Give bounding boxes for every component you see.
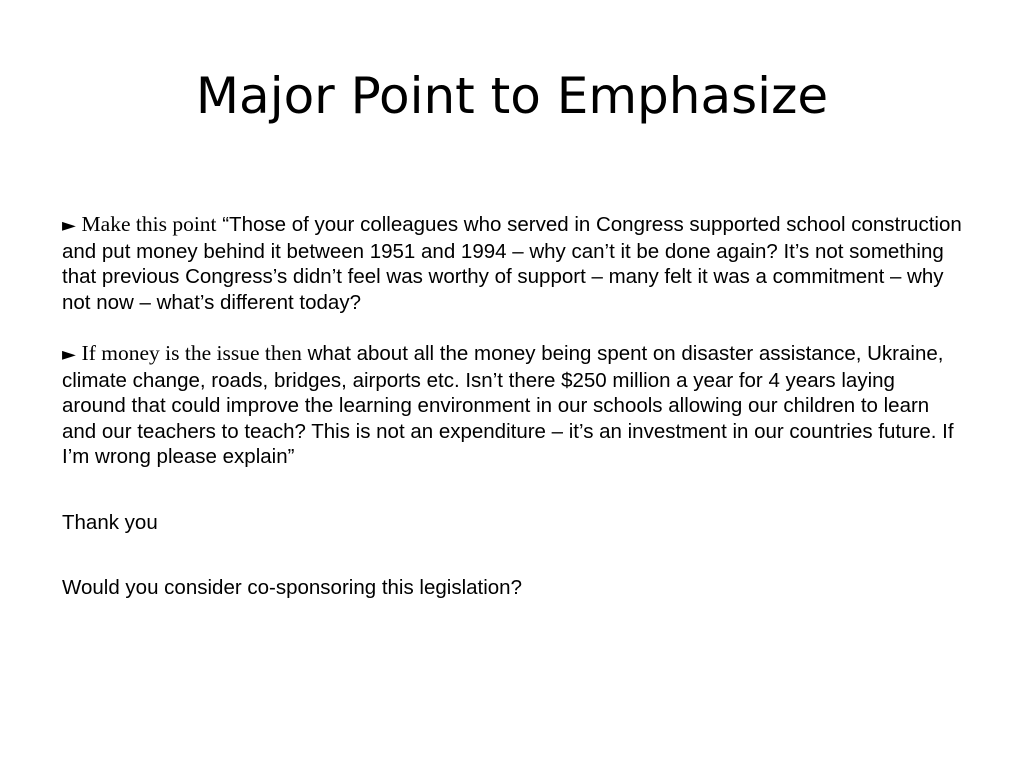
- slide-body: [62, 212, 962, 627]
- paragraph-text: “Those of your colleagues who served in Congress supported school construction and put money behind it between 1951 and 1994 – why can’t it be done again? It’s not something that previous Congress’s didn’t feel was worthy of support – many felt it was a commitment – why not now – what’s different today?: [62, 213, 962, 314]
- arrow-bullet-icon: ►: [62, 215, 76, 236]
- paragraph-make-this-point: [62, 212, 962, 315]
- arrow-bullet-icon: ►: [62, 344, 76, 365]
- paragraph-money-issue: [62, 341, 962, 470]
- thank-you-text: Thank you: [62, 510, 158, 534]
- paragraph-lead: Make this point: [81, 212, 217, 236]
- paragraph-text: what about all the money being spent on disaster assistance, Ukraine, climate change, roads, bridges, airports etc. Isn’t there $250 million a year for 4 years laying around that could improve the learning environment in our schools allowing our children to learn and our teachers to teach? This is not an expenditure – it’s an investment in our countries future. If I’m wrong please explain”: [62, 342, 954, 468]
- closing-question: Would you consider co-sponsoring this legislation?: [62, 576, 522, 599]
- paragraph-lead: If money is the issue then: [81, 341, 302, 365]
- slide-title: Major Point to Emphasize: [195, 67, 829, 125]
